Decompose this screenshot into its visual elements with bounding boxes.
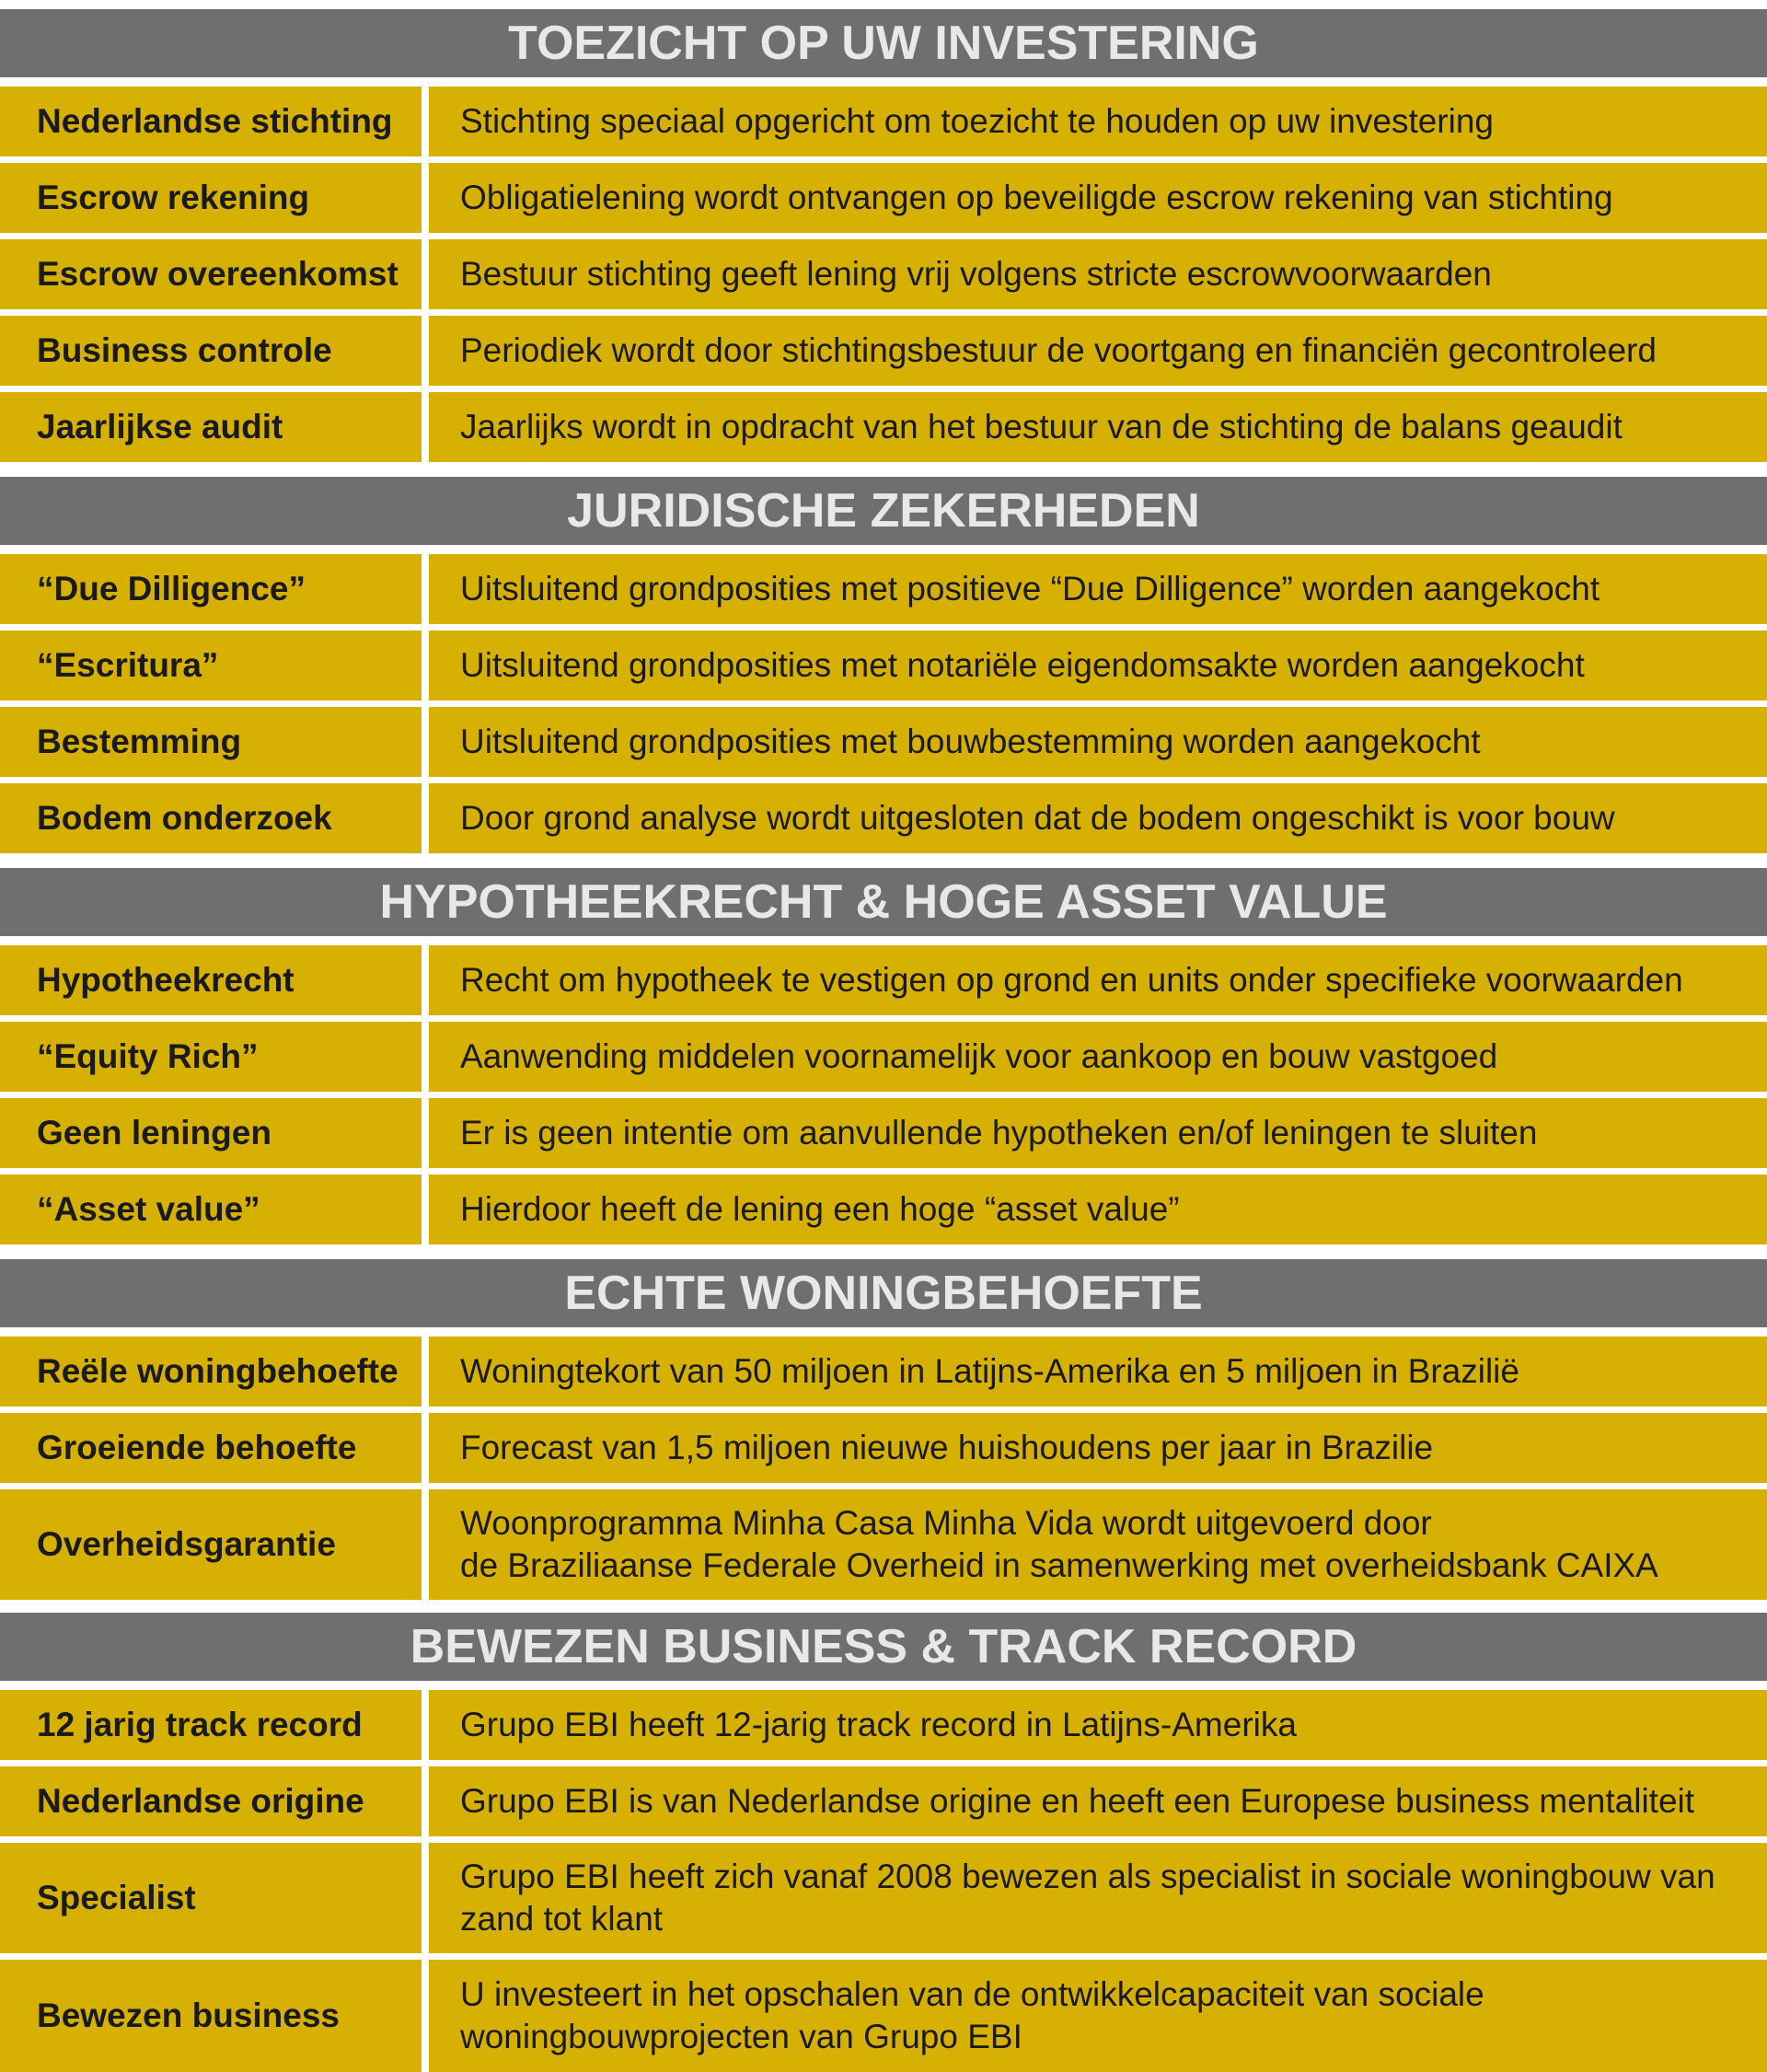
row-description-text: Obligatielening wordt ontvangen op beveiligde escrow rekening van stichting xyxy=(460,179,1613,216)
row-description xyxy=(429,316,1767,386)
row-description xyxy=(429,239,1767,309)
row-label: Bestemming xyxy=(0,707,422,777)
row-description xyxy=(429,783,1767,853)
row-description-text: Bestuur stichting geeft lening vrij volgens stricte escrowvoorwaarden xyxy=(460,255,1492,293)
section-header-woningbehoefte xyxy=(0,1259,1767,1327)
row-label: “Asset value” xyxy=(0,1175,422,1244)
section-title: ECHTE WONINGBEHOEFTE xyxy=(564,1267,1203,1320)
row-description-text: Er is geen intentie om aanvullende hypotheken en/of leningen te sluiten xyxy=(460,1114,1538,1152)
row-description xyxy=(429,554,1767,624)
row-description xyxy=(429,1175,1767,1244)
table-row xyxy=(0,707,1767,777)
section-title: BEWEZEN BUSINESS & TRACK RECORD xyxy=(410,1620,1357,1673)
row-description-text: Hierdoor heeft de lening een hoge “asset value” xyxy=(460,1190,1180,1228)
row-label: Reële woningbehoefte xyxy=(0,1337,422,1406)
section-title: HYPOTHEEKRECHT & HOGE ASSET VALUE xyxy=(379,875,1388,929)
table-row xyxy=(0,1337,1767,1406)
table-row xyxy=(0,316,1767,386)
table-row xyxy=(0,1766,1767,1836)
row-label: Business controle xyxy=(0,316,422,386)
table-row xyxy=(0,631,1767,700)
table-row xyxy=(0,392,1767,462)
row-description-text: Woonprogramma Minha Casa Minha Vida wordt uitgevoerd door xyxy=(460,1504,1432,1542)
table-row xyxy=(0,1843,1767,1953)
table-row xyxy=(0,1489,1767,1600)
row-description-text: Stichting speciaal opgericht om toezicht te houden op uw investering xyxy=(460,102,1495,140)
row-label: “Escritura” xyxy=(0,631,422,700)
section-header-business xyxy=(0,1613,1767,1681)
table-row xyxy=(0,1022,1767,1092)
row-description-text-line2: woningbouwprojecten van Grupo EBI xyxy=(460,2018,1022,2055)
table-row xyxy=(0,945,1767,1015)
section-header-juridisch xyxy=(0,477,1767,545)
row-description xyxy=(429,1022,1767,1092)
row-description xyxy=(429,631,1767,700)
row-label: “Due Dilligence” xyxy=(0,554,422,624)
row-description-text: Grupo EBI is van Nederlandse origine en heeft een Europese business mentaliteit xyxy=(460,1782,1695,1820)
row-label: Nederlandse origine xyxy=(0,1766,422,1836)
row-description-text-line2: de Braziliaanse Federale Overheid in samenwerking met overheidsbank CAIXA xyxy=(460,1546,1658,1584)
table-row xyxy=(0,1175,1767,1244)
row-description-text: Grupo EBI heeft zich vanaf 2008 bewezen als specialist in sociale woningbouw van xyxy=(460,1858,1715,1895)
row-label: Bodem onderzoek xyxy=(0,783,422,853)
row-description xyxy=(429,87,1767,156)
row-description-text: Uitsluitend grondposities met notariële eigendomsakte worden aangekocht xyxy=(460,646,1585,684)
row-description-text: Forecast van 1,5 miljoen nieuwe huishoudens per jaar in Brazilie xyxy=(460,1429,1434,1466)
row-label: Bewezen business xyxy=(0,1960,422,2072)
section-title: TOEZICHT OP UW INVESTERING xyxy=(508,17,1259,70)
row-label: Escrow rekening xyxy=(0,163,422,233)
table-row xyxy=(0,554,1767,624)
section-header-hypotheek xyxy=(0,868,1767,936)
table-row xyxy=(0,1098,1767,1168)
row-description xyxy=(429,1337,1767,1406)
row-description-text: Woningtekort van 50 miljoen in Latijns-Amerika en 5 miljoen in Brazilië xyxy=(460,1352,1519,1390)
row-description xyxy=(429,1690,1767,1760)
row-description xyxy=(429,1489,1767,1600)
row-description-text: Uitsluitend grondposities met bouwbestemming worden aangekocht xyxy=(460,723,1481,760)
table-row xyxy=(0,239,1767,309)
row-label: Groeiende behoefte xyxy=(0,1413,422,1483)
table-row xyxy=(0,163,1767,233)
row-label: Geen leningen xyxy=(0,1098,422,1168)
row-description-text: U investeert in het opschalen van de ontwikkelcapaciteit van sociale xyxy=(460,1975,1484,2013)
row-description-text: Periodiek wordt door stichtingsbestuur de voortgang en financiën gecontroleerd xyxy=(460,331,1657,369)
row-description-text: Door grond analyse wordt uitgesloten dat de bodem ongeschikt is voor bouw xyxy=(460,799,1615,837)
row-description-text: Jaarlijks wordt in opdracht van het bestuur van de stichting de balans geaudit xyxy=(460,408,1623,446)
row-description xyxy=(429,1413,1767,1483)
row-description-text: Recht om hypotheek te vestigen op grond en units onder specifieke voorwaarden xyxy=(460,961,1683,999)
row-description xyxy=(429,163,1767,233)
row-description xyxy=(429,392,1767,462)
table-row xyxy=(0,1413,1767,1483)
row-label: Specialist xyxy=(0,1843,422,1953)
row-description-text: Grupo EBI heeft 12-jarig track record in Latijns-Amerika xyxy=(460,1706,1297,1743)
row-label: Hypotheekrecht xyxy=(0,945,422,1015)
row-label: Jaarlijkse audit xyxy=(0,392,422,462)
table-row xyxy=(0,1960,1767,2072)
row-description xyxy=(429,945,1767,1015)
row-label: Overheidsgarantie xyxy=(0,1489,422,1600)
row-description xyxy=(429,1766,1767,1836)
table-row xyxy=(0,1690,1767,1760)
row-description xyxy=(429,1098,1767,1168)
section-header-toezicht xyxy=(0,9,1767,77)
row-description xyxy=(429,707,1767,777)
table-row xyxy=(0,783,1767,853)
table-row xyxy=(0,87,1767,156)
row-description-text: Aanwending middelen voornamelijk voor aankoop en bouw vastgoed xyxy=(460,1037,1498,1075)
row-label: “Equity Rich” xyxy=(0,1022,422,1092)
row-description-text: Uitsluitend grondposities met positieve “Due Dilligence” worden aangekocht xyxy=(460,570,1600,608)
row-description-text-line2: zand tot klant xyxy=(460,1900,664,1938)
section-title: JURIDISCHE ZEKERHEDEN xyxy=(567,484,1200,538)
row-label: 12 jarig track record xyxy=(0,1690,422,1760)
row-label: Nederlandse stichting xyxy=(0,87,422,156)
row-description xyxy=(429,1843,1767,1953)
row-label: Escrow overeenkomst xyxy=(0,239,422,309)
row-description xyxy=(429,1960,1767,2072)
